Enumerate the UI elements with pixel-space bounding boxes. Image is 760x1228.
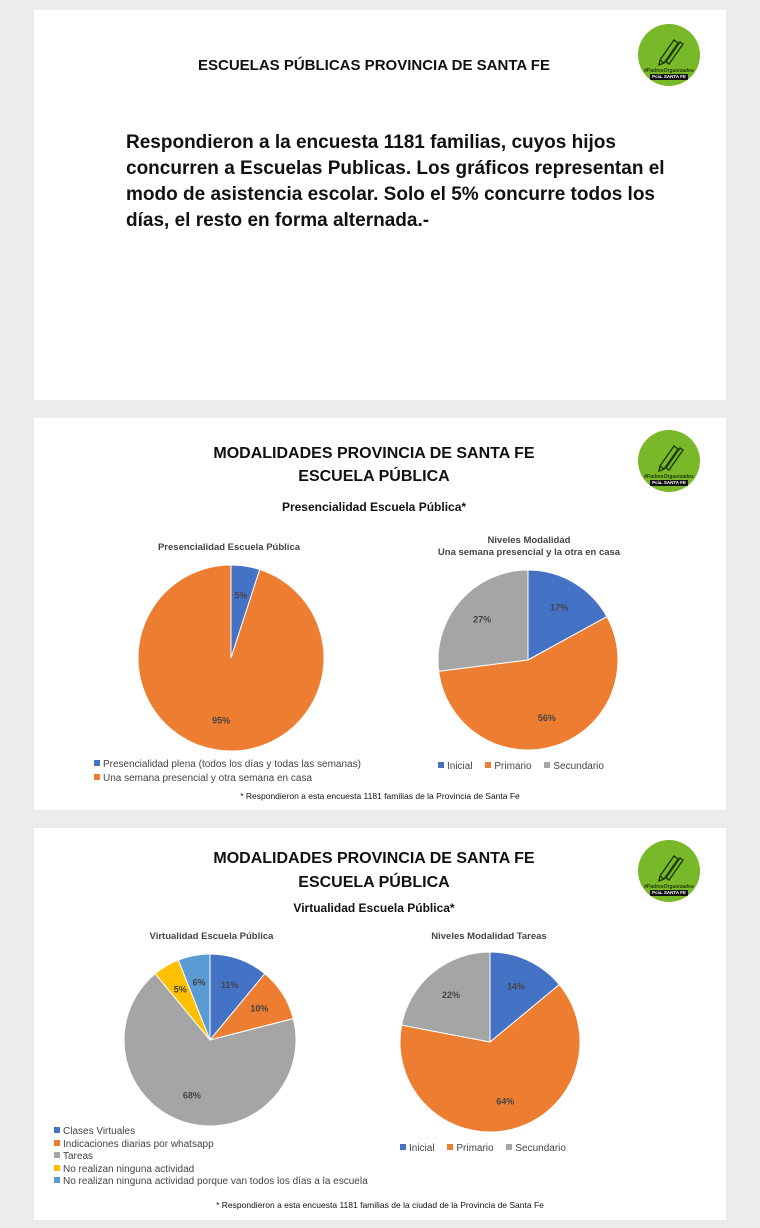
chart3-pie bbox=[122, 952, 298, 1128]
chart3-legend bbox=[54, 1126, 454, 1189]
pie-data-label: 10% bbox=[250, 1003, 269, 1014]
logo-tag: #PadresOrganizados bbox=[644, 68, 694, 74]
pie-data-label: 17% bbox=[550, 602, 569, 613]
chart3-legend-item: Indicaciones diarias por whatsapp bbox=[54, 1139, 454, 1152]
slide-intro bbox=[34, 10, 726, 400]
chart1-legend bbox=[94, 758, 414, 786]
slide3-title-line1: MODALIDADES PROVINCIA DE SANTA FE bbox=[213, 850, 535, 867]
chart3-title: Virtualidad Escuela Pública bbox=[149, 931, 274, 942]
chart1-legend-item: Presencialidad plena (todos los días y todas las semanas) bbox=[94, 758, 414, 772]
slide-virtualidad bbox=[34, 828, 726, 1220]
pie-data-label: 14% bbox=[507, 981, 526, 992]
chart4-title: Niveles Modalidad Tareas bbox=[431, 931, 547, 942]
legend-swatch bbox=[94, 774, 100, 780]
slide2-title-line1: MODALIDADES PROVINCIA DE SANTA FE bbox=[213, 445, 535, 462]
slide1-title: ESCUELAS PÚBLICAS PROVINCIA DE SANTA FE bbox=[198, 57, 550, 74]
slide1-body: Respondieron a la encuesta 1181 familias, cuyos hijos concurren a Escuelas Publicas. Los gráficos representan el modo de asistencia escolar. Solo el 5% concurre todos los días, el resto en forma alternada.- bbox=[126, 132, 665, 231]
chart2-legend bbox=[438, 760, 678, 774]
slide3-subtitle: Virtualidad Escuela Pública* bbox=[293, 901, 455, 915]
pie-data-label: 27% bbox=[473, 614, 492, 625]
pie-data-label: 5% bbox=[173, 984, 187, 995]
pie-data-label: 5% bbox=[234, 590, 248, 601]
chart1-pie bbox=[136, 563, 326, 753]
chart2-legend-item: Primario bbox=[485, 761, 531, 772]
slide3-note: * Respondieron a esta encuesta 1181 familias de la ciudad de la Provincia de Santa Fe bbox=[216, 1200, 544, 1210]
pie-data-label: 64% bbox=[496, 1096, 515, 1107]
pie-slice bbox=[138, 565, 324, 751]
pie-data-label: 68% bbox=[182, 1090, 201, 1101]
legend-swatch bbox=[94, 760, 100, 766]
slide2-title-line2: ESCUELA PÚBLICA bbox=[298, 468, 450, 485]
chart4-legend bbox=[400, 1142, 640, 1156]
chart1-title: Presencialidad Escuela Pública bbox=[157, 542, 301, 553]
logo-badge: Pcia. SANTA FE bbox=[650, 74, 688, 80]
logo-badge: Pcia. SANTA FE bbox=[650, 890, 688, 896]
chart2-title: Niveles Modalidad Una semana presencial y la otra en casa bbox=[437, 535, 621, 558]
chart4-pie bbox=[398, 950, 582, 1134]
logo-badge: Pcia. SANTA FE bbox=[650, 480, 688, 486]
chart3-legend-item: No realizan ninguna actividad porque van todos los días a la escuela bbox=[54, 1176, 454, 1189]
chart3-legend-item: Clases Virtuales bbox=[54, 1126, 454, 1139]
chart2-legend-item: Inicial bbox=[438, 761, 473, 772]
slide2-subtitle: Presencialidad Escuela Pública* bbox=[281, 500, 467, 514]
chart1-legend-item: Una semana presencial y otra semana en casa bbox=[94, 772, 414, 786]
slide-presencialidad bbox=[34, 418, 726, 810]
chart4-legend-item: Primario bbox=[447, 1143, 493, 1154]
chart3-legend-item: Tareas bbox=[54, 1151, 454, 1164]
logo-tag: #PadresOrganizados bbox=[644, 884, 694, 890]
chart4-legend-item: Inicial bbox=[400, 1143, 435, 1154]
pie-data-label: 95% bbox=[212, 715, 231, 726]
logo-tag: #PadresOrganizados bbox=[644, 474, 694, 480]
chart4-legend-item: Secundario bbox=[506, 1143, 566, 1154]
pie-data-label: 56% bbox=[537, 713, 556, 724]
pie-data-label: 6% bbox=[192, 977, 206, 988]
pie-data-label: 22% bbox=[441, 989, 460, 1000]
chart2-pie bbox=[436, 568, 620, 752]
slide3-title-line2: ESCUELA PÚBLICA bbox=[298, 874, 450, 891]
chart2-legend-item: Secundario bbox=[544, 761, 604, 772]
pie-data-label: 11% bbox=[221, 979, 239, 990]
slide2-note: * Respondieron a esta encuesta 1181 familias de la Provincia de Santa Fe bbox=[240, 791, 520, 801]
chart3-legend-item: No realizan ninguna actividad bbox=[54, 1164, 454, 1177]
logo bbox=[638, 24, 700, 86]
